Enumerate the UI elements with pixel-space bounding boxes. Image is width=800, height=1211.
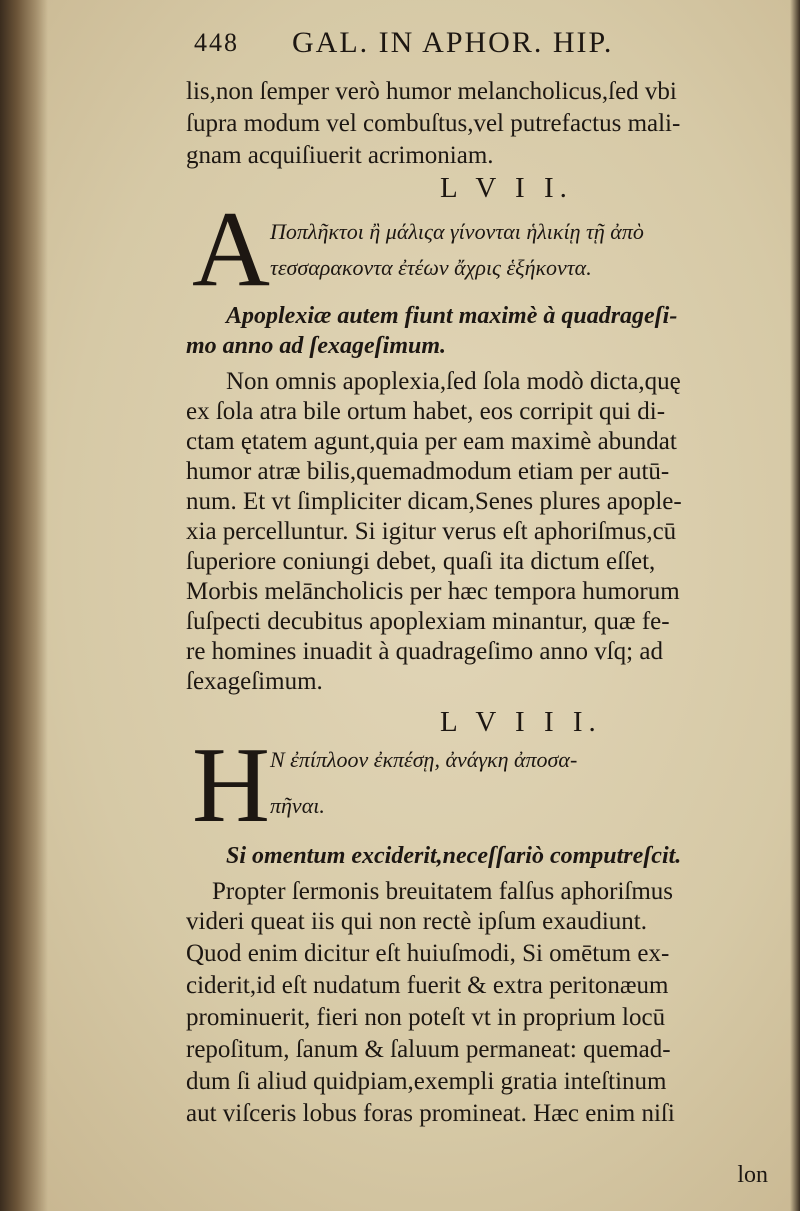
commentary-line: ſuſpecti decubitus apoplexiam minantur, quæ fe- xyxy=(186,608,670,635)
commentary-line: num. Et vt ſimpliciter dicam,Senes plures apople- xyxy=(186,488,682,515)
commentary-line: videri queat iis qui non rectè ipſum exaudiunt. xyxy=(186,908,647,935)
greek-line: τεσσαρακοντα ἐτέων ἄχρις ἑξήκοντα. xyxy=(270,255,592,280)
binding-gutter xyxy=(0,0,48,1211)
latin-translation: Si omentum exciderit,neceſſariò computreſcit. xyxy=(226,843,682,869)
commentary-line: ex ſola atra bile ortum habet, eos corripit qui di- xyxy=(186,398,666,425)
latin-translation: mo anno ad ſexageſimum. xyxy=(186,333,447,359)
greek-line: Ποπλῆκτοι ἢ μάλιςα γίνονται ἡλικίῃ τῇ ἀπὸ xyxy=(270,219,644,244)
page-edge xyxy=(790,0,800,1211)
latin-translation: Apoplexiæ autem fiunt maximè à quadrageſi- xyxy=(226,303,678,329)
commentary-line: Quod enim dicitur eſt huiuſmodi, Si omētum ex- xyxy=(186,940,670,967)
aphorism-number: L V I I. xyxy=(440,172,573,204)
commentary-line: ſuperiore coniungi debet, quaſi ita dictum eſſet, xyxy=(186,548,656,575)
page-header xyxy=(186,22,776,66)
commentary-line: aut viſceris lobus foras promineat. Hæc enim niſi xyxy=(186,1100,675,1127)
greek-line: πῆναι. xyxy=(270,793,325,818)
commentary-line: dum ſi aliud quidpiam,exempli gratia inteſtinum xyxy=(186,1068,667,1095)
drop-cap: A xyxy=(192,190,270,309)
aphorism-number: L V I I I. xyxy=(440,706,602,738)
commentary-line: ctam ętatem agunt,quia per eam maximè abundat xyxy=(186,428,677,455)
text-block xyxy=(186,22,776,1188)
commentary-line: humor atræ bilis,quemadmodum etiam per autū- xyxy=(186,458,670,485)
intro-line: lis,non ſemper verò humor melancholicus,ſed vbi xyxy=(186,78,677,105)
drop-cap: H xyxy=(192,726,270,845)
commentary-line: re homines inuadit à quadrageſimo anno vſq; ad xyxy=(186,638,663,665)
greek-line: Ν ἐπίπλοον ἐκπέσῃ, ἀνάγκη ἀποσα- xyxy=(270,747,578,772)
commentary-line: repoſitum, ſanum & ſaluum permaneat: quemad- xyxy=(186,1036,671,1063)
commentary-line: ciderit,id eſt nudatum fuerit & extra peritonæum xyxy=(186,972,669,999)
page-number: 448 xyxy=(194,28,239,57)
commentary-line: Non omnis apoplexia,ſed ſola modò dicta,quę xyxy=(226,368,681,395)
commentary-line: prominuerit, fieri non poteſt vt in proprium locū xyxy=(186,1004,666,1031)
catchword: lon xyxy=(737,1162,768,1188)
intro-line: gnam acquiſiuerit acrimoniam. xyxy=(186,142,494,169)
intro-line: ſupra modum vel combuſtus,vel putrefactus mali- xyxy=(186,110,681,137)
running-title: GAL. IN APHOR. HIP. xyxy=(292,26,614,59)
commentary-line: xia percelluntur. Si igitur verus eſt aphoriſmus,cū xyxy=(186,518,677,545)
commentary-line: ſexageſimum. xyxy=(186,668,323,695)
commentary-line: Propter ſermonis breuitatem falſus aphoriſmus xyxy=(212,878,674,905)
commentary-line: Morbis melāncholicis per hæc tempora humorum xyxy=(186,578,680,605)
